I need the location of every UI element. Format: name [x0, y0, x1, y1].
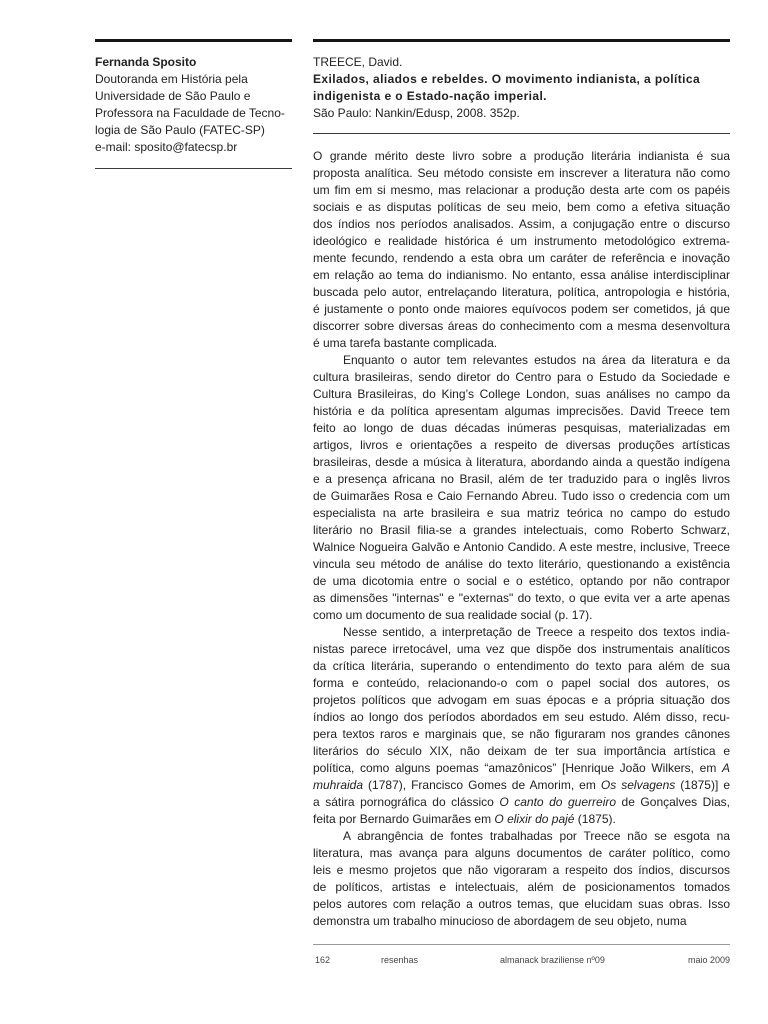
top-rule-right	[313, 39, 730, 42]
text-run: (1875)] e	[675, 778, 730, 792]
text-run: O grande mérito deste livro sobre a produção literária indianista é sua	[313, 149, 730, 163]
italic-work-title: muhraida	[313, 778, 364, 792]
text-run: de Gonçalves Dias,	[616, 795, 730, 809]
review-line	[313, 352, 730, 369]
review-line	[313, 284, 730, 301]
review-line	[313, 743, 730, 760]
text-run: especialista na arte brasileira e sua matriz teórica no campo do estudo	[313, 506, 730, 520]
review-line	[313, 828, 730, 845]
review-line	[313, 726, 730, 743]
text-run: é uma tarefa bastante complicada.	[313, 336, 498, 350]
book-reference	[313, 54, 733, 122]
text-run: cultura brasileiras, sendo diretor do Centro para o Estudo da Sociedade e	[313, 370, 730, 384]
review-line	[313, 403, 730, 420]
text-run: da crítica literária, superando o entendimento do texto para além de sua	[313, 659, 730, 673]
top-rule-left	[95, 39, 292, 42]
text-run: forma e conteúdo, relacionando-o com o papel social dos autores, os	[313, 676, 730, 690]
page-number: 162	[315, 955, 331, 965]
review-line	[313, 522, 730, 539]
review-paragraph	[313, 828, 730, 930]
text-run: em relação ao tema do indianismo. No entanto, essa análise interdisciplinar	[313, 268, 730, 282]
review-line	[313, 369, 730, 386]
text-run: (1787), Francisco Gomes de Amorim, em	[363, 778, 601, 792]
review-line	[313, 471, 730, 488]
review-line	[313, 811, 730, 828]
text-run: feita por Bernardo Guimarães em	[313, 812, 495, 826]
review-paragraph	[313, 148, 730, 352]
reviewer-affiliation-line: Universidade de São Paulo e	[95, 89, 251, 103]
text-run: Nesse sentido, a interpretação de Treece a respeito dos textos india-	[343, 625, 730, 639]
text-run: pera textos raros e marginais que, se não figuraram nos grandes cânones	[313, 727, 730, 741]
review-line	[313, 420, 730, 437]
review-line	[313, 505, 730, 522]
text-run: política, como alguns poemas “amazônicos” [Henrique João Wilkers, em	[313, 761, 722, 775]
review-line	[313, 794, 730, 811]
review-line	[313, 539, 730, 556]
text-run: demonstra um trabalho minucioso de abordagem de seu objeto, numa	[313, 914, 687, 928]
review-line	[313, 641, 730, 658]
review-line	[313, 233, 730, 250]
text-run: literário no Brasil filia-se a grandes intelectuais, como Roberto Schwarz,	[313, 523, 730, 537]
text-run: índios ao longo dos períodos abordados em seu estudo. Além disso, recu-	[313, 710, 730, 724]
review-line	[313, 913, 730, 930]
text-run: A abrangência de fontes trabalhadas por Treece não se esgota na	[343, 829, 730, 843]
review-line	[313, 488, 730, 505]
text-run: discorrer sobre diversas áreas do conhecimento com a mesma desenvoltura	[313, 319, 730, 333]
book-publication: São Paulo: Nankin/Edusp, 2008. 352p.	[313, 106, 520, 120]
review-line	[313, 318, 730, 335]
italic-work-title: Os selvagens	[600, 778, 676, 792]
text-run: história e da política apresentam algumas imprecisões. David Treece tem	[313, 404, 730, 418]
review-line	[313, 148, 730, 165]
text-run: de uma dicotomia entre o social e o estético, optando por não contrapor	[313, 574, 730, 588]
review-line	[313, 862, 730, 879]
reviewer-email: e-mail: sposito@fatecsp.br	[95, 140, 238, 154]
review-line	[313, 896, 730, 913]
review-line	[313, 607, 730, 624]
review-body	[313, 148, 730, 930]
review-line	[313, 250, 730, 267]
review-line	[313, 624, 730, 641]
review-line	[313, 692, 730, 709]
text-run: como um documento de sua realidade social (p. 17).	[313, 608, 593, 622]
italic-work-title: O elixir do pajé	[494, 812, 575, 826]
text-run: e a presença africana no Brasil, além de ter traduzido para o inglês livros	[313, 472, 730, 486]
review-line	[313, 386, 730, 403]
review-line	[313, 709, 730, 726]
text-run: literários do século XIX, não deixam de ter sua importância artística e	[313, 744, 730, 758]
section-name: resenhas	[381, 955, 419, 965]
review-line	[313, 675, 730, 692]
journal-name: almanack braziliense nº09	[500, 955, 605, 965]
text-run: leis e mesmo projetos que não vigoraram a respeito dos índios, discursos	[313, 863, 730, 877]
book-author: TREECE, David.	[313, 55, 403, 69]
italic-work-title: O canto do guerreiro	[499, 795, 617, 809]
review-line	[313, 267, 730, 284]
text-run: buscada pelo autor, entrelaçando literatura, política, antropologia e história,	[313, 285, 730, 299]
review-line	[313, 182, 730, 199]
reviewer-affiliation-line: Doutoranda em História pela	[95, 72, 248, 86]
text-run: de Guimarães Rosa e Caio Fernando Abreu. Tudo isso o credencia com um	[313, 489, 730, 503]
text-run: mente fecundo, rendendo a esta obra um caráter de referência e inovação	[313, 251, 730, 265]
text-run: é justamente o ponto onde maiores equívocos podem ser cometidos, já que	[313, 302, 730, 316]
reviewer-name: Fernanda Sposito	[95, 55, 197, 69]
review-line	[313, 301, 730, 318]
review-paragraph	[313, 624, 730, 828]
review-line	[313, 454, 730, 471]
review-paragraph	[313, 352, 730, 624]
text-run: brasileiras, desde a música à literatura, abordando ainda a questão indígena	[313, 455, 730, 469]
review-line	[313, 845, 730, 862]
review-line	[313, 165, 730, 182]
reviewer-divider	[95, 168, 292, 169]
reference-divider	[313, 133, 730, 134]
text-run: ideológico e realidade histórica é um instrumento metodológico extrema-	[313, 234, 730, 248]
text-run: projetos políticos que advogam em suas épocas e a própria situação dos	[313, 693, 730, 707]
reviewer-affiliation-line: Professora na Faculdade de Tecno-	[95, 106, 285, 120]
review-line	[313, 879, 730, 896]
review-line	[313, 556, 730, 573]
text-run: as dimensões "internas" e "externas" do texto, o que evita ver a arte apenas	[313, 591, 730, 605]
review-line	[313, 216, 730, 233]
text-run: dos índios nos períodos analisados. Assim, a conjugação entre o discurso	[313, 217, 730, 231]
review-line	[313, 777, 730, 794]
text-run: artigos, livros e orientações a respeito de diversas produções artísticas	[313, 438, 730, 452]
text-run: (1875).	[574, 812, 616, 826]
book-title-line: indigenista e o Estado-nação imperial.	[313, 89, 547, 103]
text-run: vincula seu método de análise do texto literário, questionando a existência	[313, 557, 730, 571]
italic-work-title: A	[721, 761, 730, 775]
text-run: a sátira pornográfica do clássico	[313, 795, 500, 809]
text-run: literatura, mas avança para alguns documentos de caráter político, como	[313, 846, 730, 860]
text-run: Cultura Brasileiras, do King’s College London, suas análises no campo da	[313, 387, 730, 401]
footer-divider	[313, 944, 730, 945]
text-run: de políticos, artistas e intelectuais, além de posicionamentos tomados	[313, 880, 730, 894]
text-run: um fim em si mesmo, mas relacionar a produção desta arte com os papéis	[313, 183, 730, 197]
review-line	[313, 437, 730, 454]
reviewer-affiliation-line: logia de São Paulo (FATEC-SP)	[95, 123, 265, 137]
review-line	[313, 590, 730, 607]
text-run: nistas parece irretocável, uma vez que dispõe dos instrumentais analíticos	[313, 642, 730, 656]
review-line	[313, 573, 730, 590]
text-run: sociais e as disputas políticas de seu meio, bem como a efetiva situação	[313, 200, 730, 214]
text-run: Enquanto o autor tem relevantes estudos na área da literatura e da	[343, 353, 730, 367]
issue-date: maio 2009	[687, 955, 730, 965]
text-run: pelos autores com relação a outros temas, que elucidam suas obras. Isso	[313, 897, 730, 911]
review-line	[313, 199, 730, 216]
text-run: feito ao longo de duas décadas inúmeras pesquisas, materializadas em	[313, 421, 730, 435]
review-line	[313, 760, 730, 777]
book-title-line: Exilados, aliados e rebeldes. O movimento indianista, a política	[313, 72, 701, 86]
review-line	[313, 335, 730, 352]
text-run: proposta analítica. Seu método consiste em inscrever a literatura não como	[313, 166, 730, 180]
text-run: Walnice Nogueira Galvão e Antonio Candido. A este mestre, inclusive, Treece	[313, 540, 730, 554]
review-line	[313, 658, 730, 675]
reviewer-block	[95, 54, 300, 156]
